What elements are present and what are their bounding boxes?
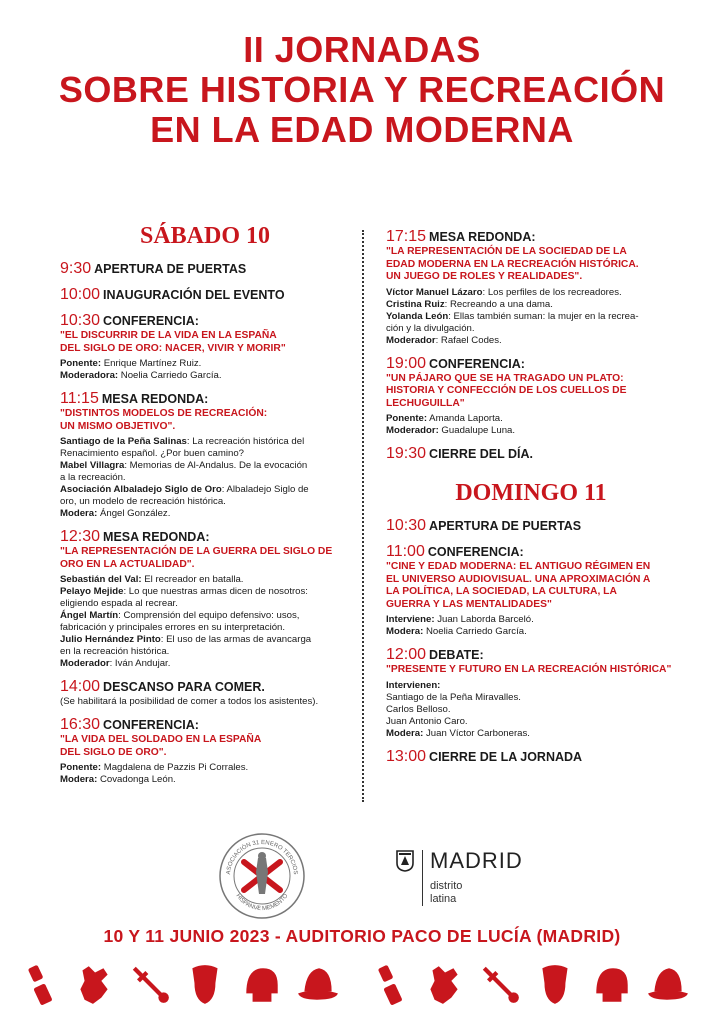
logos-area xyxy=(0,832,724,922)
participant-line xyxy=(60,762,350,774)
participant-name: Moderadora: xyxy=(60,370,119,381)
event-time: 17:15 xyxy=(386,228,427,245)
participant-name: Ángel Martín xyxy=(60,610,119,621)
participant-topic: : Comprensión del equipo defensivo: usos, xyxy=(118,610,300,621)
breastplate-icon xyxy=(534,962,578,1006)
event-time: 16:30 xyxy=(60,716,101,733)
participant-topic: Juan Antonio Caro. xyxy=(386,715,468,727)
event-time: 11:00 xyxy=(386,543,425,560)
event-participants xyxy=(386,680,676,740)
schedule-event xyxy=(60,716,350,786)
sunday-heading: DOMINGO 11 xyxy=(455,480,607,506)
participant-topic: fabricación y principales errores en su interpretación. xyxy=(60,622,286,633)
participant-topic: : La recreación histórica del xyxy=(186,436,305,447)
participant-topic: Ángel González. xyxy=(97,508,171,519)
district-word: distrito xyxy=(430,880,463,892)
event-label: CONFERENCIA: xyxy=(103,314,199,328)
seal-top-text: ASOCIACIÓN 31 ENERO TERCIOS xyxy=(225,839,299,875)
event-label: CONFERENCIA: xyxy=(429,356,525,371)
event-subtitle-line: "PRESENTE Y FUTURO EN LA RECREACIÓN HISTÓRICA" xyxy=(386,664,672,675)
right-column xyxy=(386,228,676,774)
participant-name: Modera: xyxy=(60,774,98,785)
title-line-1: II JORNADAS xyxy=(243,29,481,70)
participant-name: Mabel Villagra xyxy=(60,460,125,471)
event-header xyxy=(60,390,350,408)
event-label: CONFERENCIA: xyxy=(427,545,524,559)
event-time: 13:00 xyxy=(386,747,427,765)
participant-line xyxy=(386,614,676,626)
event-subtitle-line: EL UNIVERSO AUDIOVISUAL. UNA APROXIMACIÓN A xyxy=(386,573,651,585)
schedule-event xyxy=(60,260,350,278)
event-header xyxy=(60,260,350,278)
saturday-schedule-continued xyxy=(386,228,676,463)
participant-topic: : Albaladejo Siglo de xyxy=(221,484,309,495)
participant-topic: : Los perfiles de los recreadores. xyxy=(482,286,622,298)
event-subtitle-line: DEL SIGLO DE ORO". xyxy=(60,746,167,758)
participant-line xyxy=(386,287,676,299)
participant-line xyxy=(60,508,350,520)
participant-line xyxy=(60,622,350,634)
sword-icon xyxy=(478,962,522,1006)
event-time: 9:30 xyxy=(60,260,92,277)
schedule-event xyxy=(386,543,676,638)
event-header xyxy=(386,517,676,535)
participant-line xyxy=(60,436,350,448)
event-header xyxy=(386,748,676,766)
morion-icon xyxy=(646,962,690,1006)
event-participants xyxy=(386,413,676,437)
event-time: 10:30 xyxy=(60,312,101,329)
participant-name: Interviene: xyxy=(386,614,435,625)
participant-line xyxy=(60,358,350,370)
madrid-logo-divider xyxy=(422,850,423,906)
participant-line xyxy=(60,448,350,460)
event-label: APERTURA DE PUERTAS xyxy=(94,262,247,276)
district-label xyxy=(430,880,462,906)
event-subtitle xyxy=(386,664,676,677)
participant-topic: Enrique Martínez Ruiz. xyxy=(101,358,202,369)
participant-topic: : Recreando a una dama. xyxy=(444,298,553,310)
helmet-icon xyxy=(590,962,634,1006)
participant-line xyxy=(386,704,676,716)
event-subtitle-line: LECHUGUILLA" xyxy=(386,397,465,409)
event-header xyxy=(386,543,676,561)
participant-topic: : Ellas también suman: la mujer en la recrea- xyxy=(448,310,639,322)
event-participants xyxy=(60,762,350,786)
participant-line xyxy=(386,692,676,704)
participant-topic: en la recreación histórica. xyxy=(60,646,170,657)
event-subtitle xyxy=(386,561,676,611)
event-subtitle xyxy=(60,330,350,355)
participant-topic: : El uso de las armas de avancarga xyxy=(160,634,312,645)
participant-topic: : Iván Andujar. xyxy=(109,658,171,669)
event-time: 11:15 xyxy=(60,390,99,407)
participant-name: Moderador xyxy=(60,658,110,669)
event-subtitle-line: EDAD MODERNA EN LA RECREACIÓN HISTÓRICA. xyxy=(386,258,639,270)
participant-topic: eligiendo espada al recrear. xyxy=(60,598,178,609)
event-header xyxy=(386,228,676,246)
event-header xyxy=(60,716,350,734)
participant-name: Santiago de la Peña Salinas xyxy=(60,436,187,447)
event-header xyxy=(386,445,676,463)
powder-flask-icon xyxy=(22,962,66,1006)
participant-topic: : Rafael Codes. xyxy=(435,334,502,346)
participant-topic: Santiago de la Peña Miravalles. xyxy=(386,691,521,703)
participant-line xyxy=(386,728,676,740)
participant-name: Asociación Albaladejo Siglo de Oro xyxy=(60,484,222,495)
event-subtitle-line: "LA VIDA DEL SOLDADO EN LA ESPAÑA xyxy=(60,734,262,745)
participant-topic: oro, un modelo de recreación histórica. xyxy=(60,496,226,507)
schedule-event xyxy=(386,517,676,535)
event-label: MESA REDONDA: xyxy=(429,230,536,244)
participant-line xyxy=(386,425,676,437)
schedule-event xyxy=(60,390,350,520)
event-subtitle-line: UN MISMO OBJETIVO". xyxy=(60,420,176,432)
participant-line xyxy=(60,774,350,786)
event-subtitle-line: ORO EN LA ACTUALIDAD". xyxy=(60,558,195,570)
morion-icon xyxy=(296,962,340,1006)
schedule-event xyxy=(60,528,350,670)
participant-name: Julio Hernández Pinto xyxy=(60,634,161,645)
saturday-heading: SÁBADO 10 xyxy=(139,223,271,249)
participant-topic: Carlos Belloso. xyxy=(386,703,451,715)
participant-topic: Juan Laborda Barceló. xyxy=(434,614,534,625)
participant-line xyxy=(386,626,676,638)
participant-topic: : Memorias de Al-Andalus. De la evocación xyxy=(124,460,308,471)
participant-topic: Noelia Carriedo García. xyxy=(423,626,527,637)
participant-name: Ponente: xyxy=(60,762,102,773)
participant-topic: Juan Víctor Carboneras. xyxy=(423,727,530,739)
event-subtitle-line: "LA REPRESENTACIÓN DE LA GUERRA DEL SIGLO DE xyxy=(60,546,333,557)
district-name: latina xyxy=(430,893,457,905)
participant-name: Sebastián del Val: xyxy=(60,574,142,585)
participant-line xyxy=(60,610,350,622)
event-subtitle-line: LA POLÍTICA, LA SOCIEDAD, LA CULTURA, LA xyxy=(386,586,617,597)
madrid-latina-logo xyxy=(396,850,546,920)
event-subtitle-line: GUERRA Y LAS MENTALIDADES" xyxy=(386,598,552,610)
participant-name: Moderador: xyxy=(386,425,439,436)
participant-topic: Renacimiento español. ¿Por buen camino? xyxy=(60,448,244,459)
participant-name: Modera: xyxy=(386,626,424,637)
event-subtitle xyxy=(60,408,350,433)
participant-line xyxy=(60,586,350,598)
saturday-schedule xyxy=(60,260,350,786)
event-subtitle-line: "LA REPRESENTACIÓN DE LA SOCIEDAD DE LA xyxy=(386,246,627,257)
participant-line xyxy=(60,574,350,586)
participant-line xyxy=(60,472,350,484)
event-subtitle xyxy=(60,734,350,759)
sunday-schedule xyxy=(386,517,676,766)
event-note: (Se habilitará la posibilidad de comer a todos los asistentes). xyxy=(60,696,319,707)
participant-topic: El recreador en batalla. xyxy=(141,574,244,585)
madrid-name: MADRID xyxy=(430,848,523,873)
event-date-venue: 10 Y 11 JUNIO 2023 - AUDITORIO PACO DE LUCÍA (MADRID) xyxy=(103,926,621,946)
association-seal-logo xyxy=(218,832,306,920)
participant-line xyxy=(386,311,676,323)
event-title xyxy=(0,30,724,150)
schedule-event xyxy=(386,445,676,463)
participant-topic: : Lo que nuestras armas dicen de nosotros: xyxy=(123,586,308,597)
event-participants xyxy=(60,436,350,520)
participant-name: Intervienen: xyxy=(386,679,441,691)
schedule-event xyxy=(386,748,676,766)
event-header xyxy=(60,312,350,330)
participant-line xyxy=(60,460,350,472)
event-label: MESA REDONDA: xyxy=(101,392,209,406)
gauntlet-icon xyxy=(422,962,466,1006)
participant-topic: Magdalena de Pazzis Pi Corrales. xyxy=(101,762,249,773)
event-time: 12:00 xyxy=(386,646,427,663)
madrid-shield-icon xyxy=(396,850,414,872)
event-header xyxy=(60,528,350,546)
event-time: 14:00 xyxy=(60,678,101,695)
schedule-event xyxy=(60,286,350,304)
event-time: 19:00 xyxy=(386,354,427,372)
participant-line xyxy=(60,484,350,496)
participant-line xyxy=(60,646,350,658)
helmet-icon xyxy=(240,962,284,1006)
event-header xyxy=(386,355,676,373)
powder-flask-icon xyxy=(372,962,416,1006)
event-subtitle xyxy=(386,246,676,284)
event-participants xyxy=(60,574,350,670)
event-label: APERTURA DE PUERTAS xyxy=(429,519,582,533)
event-participants xyxy=(386,287,676,347)
event-header xyxy=(60,286,350,304)
event-time: 10:00 xyxy=(60,286,101,303)
participant-name: Modera: xyxy=(386,727,424,739)
event-participants xyxy=(60,358,350,382)
participant-name: Ponente: xyxy=(60,358,102,369)
schedule-event xyxy=(60,678,350,708)
participant-topic: Amanda Laporta. xyxy=(427,413,503,424)
event-time: 12:30 xyxy=(60,528,101,545)
seal-bottom-text: HISPANIÆ MEMENTO xyxy=(234,893,290,913)
participant-topic: ción y la divulgación. xyxy=(386,322,475,334)
event-header xyxy=(60,678,350,696)
title-line-2: SOBRE HISTORIA Y RECREACIÓN xyxy=(58,69,666,110)
event-label: CIERRE DE LA JORNADA xyxy=(429,749,583,764)
event-subtitle-line: "DISTINTOS MODELOS DE RECREACIÓN: xyxy=(60,408,268,419)
participant-line xyxy=(60,598,350,610)
schedule-event xyxy=(386,228,676,347)
saturday-column xyxy=(60,222,350,794)
participant-topic: Covadonga León. xyxy=(97,774,176,785)
participant-topic: Noelia Carriedo García. xyxy=(118,370,222,381)
event-subtitle xyxy=(386,373,676,411)
event-label: CIERRE DEL DÍA. xyxy=(429,447,533,461)
decorative-icons-row xyxy=(0,962,724,1012)
participant-line xyxy=(60,370,350,382)
participant-line xyxy=(386,335,676,347)
schedule-event xyxy=(386,646,676,740)
schedule-event xyxy=(386,355,676,438)
participant-name: Modera: xyxy=(60,508,98,519)
participant-line xyxy=(386,323,676,335)
event-label: MESA REDONDA: xyxy=(103,530,210,544)
participant-line xyxy=(386,716,676,728)
participant-name: Moderador xyxy=(386,334,436,346)
participant-line xyxy=(60,496,350,508)
event-subtitle-line: "EL DISCURRIR DE LA VIDA EN LA ESPAÑA xyxy=(60,330,277,341)
participant-name: Víctor Manuel Lázaro xyxy=(386,286,483,298)
event-subtitle-line: "UN PÁJARO QUE SE HA TRAGADO UN PLATO: xyxy=(386,372,624,384)
participant-line xyxy=(60,658,350,670)
event-header xyxy=(386,646,676,664)
gauntlet-icon xyxy=(72,962,116,1006)
event-time: 19:30 xyxy=(386,445,427,462)
participant-name: Ponente: xyxy=(386,413,428,424)
participant-topic: Guadalupe Luna. xyxy=(438,425,516,436)
event-time: 10:30 xyxy=(386,517,427,534)
event-label: DESCANSO PARA COMER. xyxy=(103,680,265,694)
breastplate-icon xyxy=(184,962,228,1006)
participant-topic: a la recreación. xyxy=(60,472,126,483)
event-label: INAUGURACIÓN DEL EVENTO xyxy=(103,288,285,302)
event-participants xyxy=(386,614,676,638)
participant-line xyxy=(386,299,676,311)
sword-icon xyxy=(128,962,172,1006)
event-subtitle xyxy=(60,546,350,571)
event-subtitle-line: DEL SIGLO DE ORO: NACER, VIVIR Y MORIR" xyxy=(60,342,286,354)
participant-name: Cristina Ruiz xyxy=(386,298,445,310)
participant-name: Pelayo Mejide xyxy=(60,586,124,597)
participant-line xyxy=(386,413,676,425)
participant-line xyxy=(60,634,350,646)
event-subtitle-line: UN JUEGO DE ROLES Y REALIDADES". xyxy=(386,271,583,282)
event-subtitle-line: "CINE Y EDAD MODERNA: EL ANTIGUO RÉGIMEN EN xyxy=(386,561,651,572)
event-subtitle-line: HISTORIA Y CONFECCIÓN DE LOS CUELLOS DE xyxy=(386,385,627,396)
column-divider xyxy=(362,230,364,802)
schedule-event xyxy=(60,312,350,382)
title-line-3: EN LA EDAD MODERNA xyxy=(150,109,574,150)
event-label: DEBATE: xyxy=(429,648,484,662)
participant-name: Yolanda León xyxy=(386,310,449,322)
event-label: CONFERENCIA: xyxy=(103,718,199,732)
participant-line xyxy=(386,680,676,692)
